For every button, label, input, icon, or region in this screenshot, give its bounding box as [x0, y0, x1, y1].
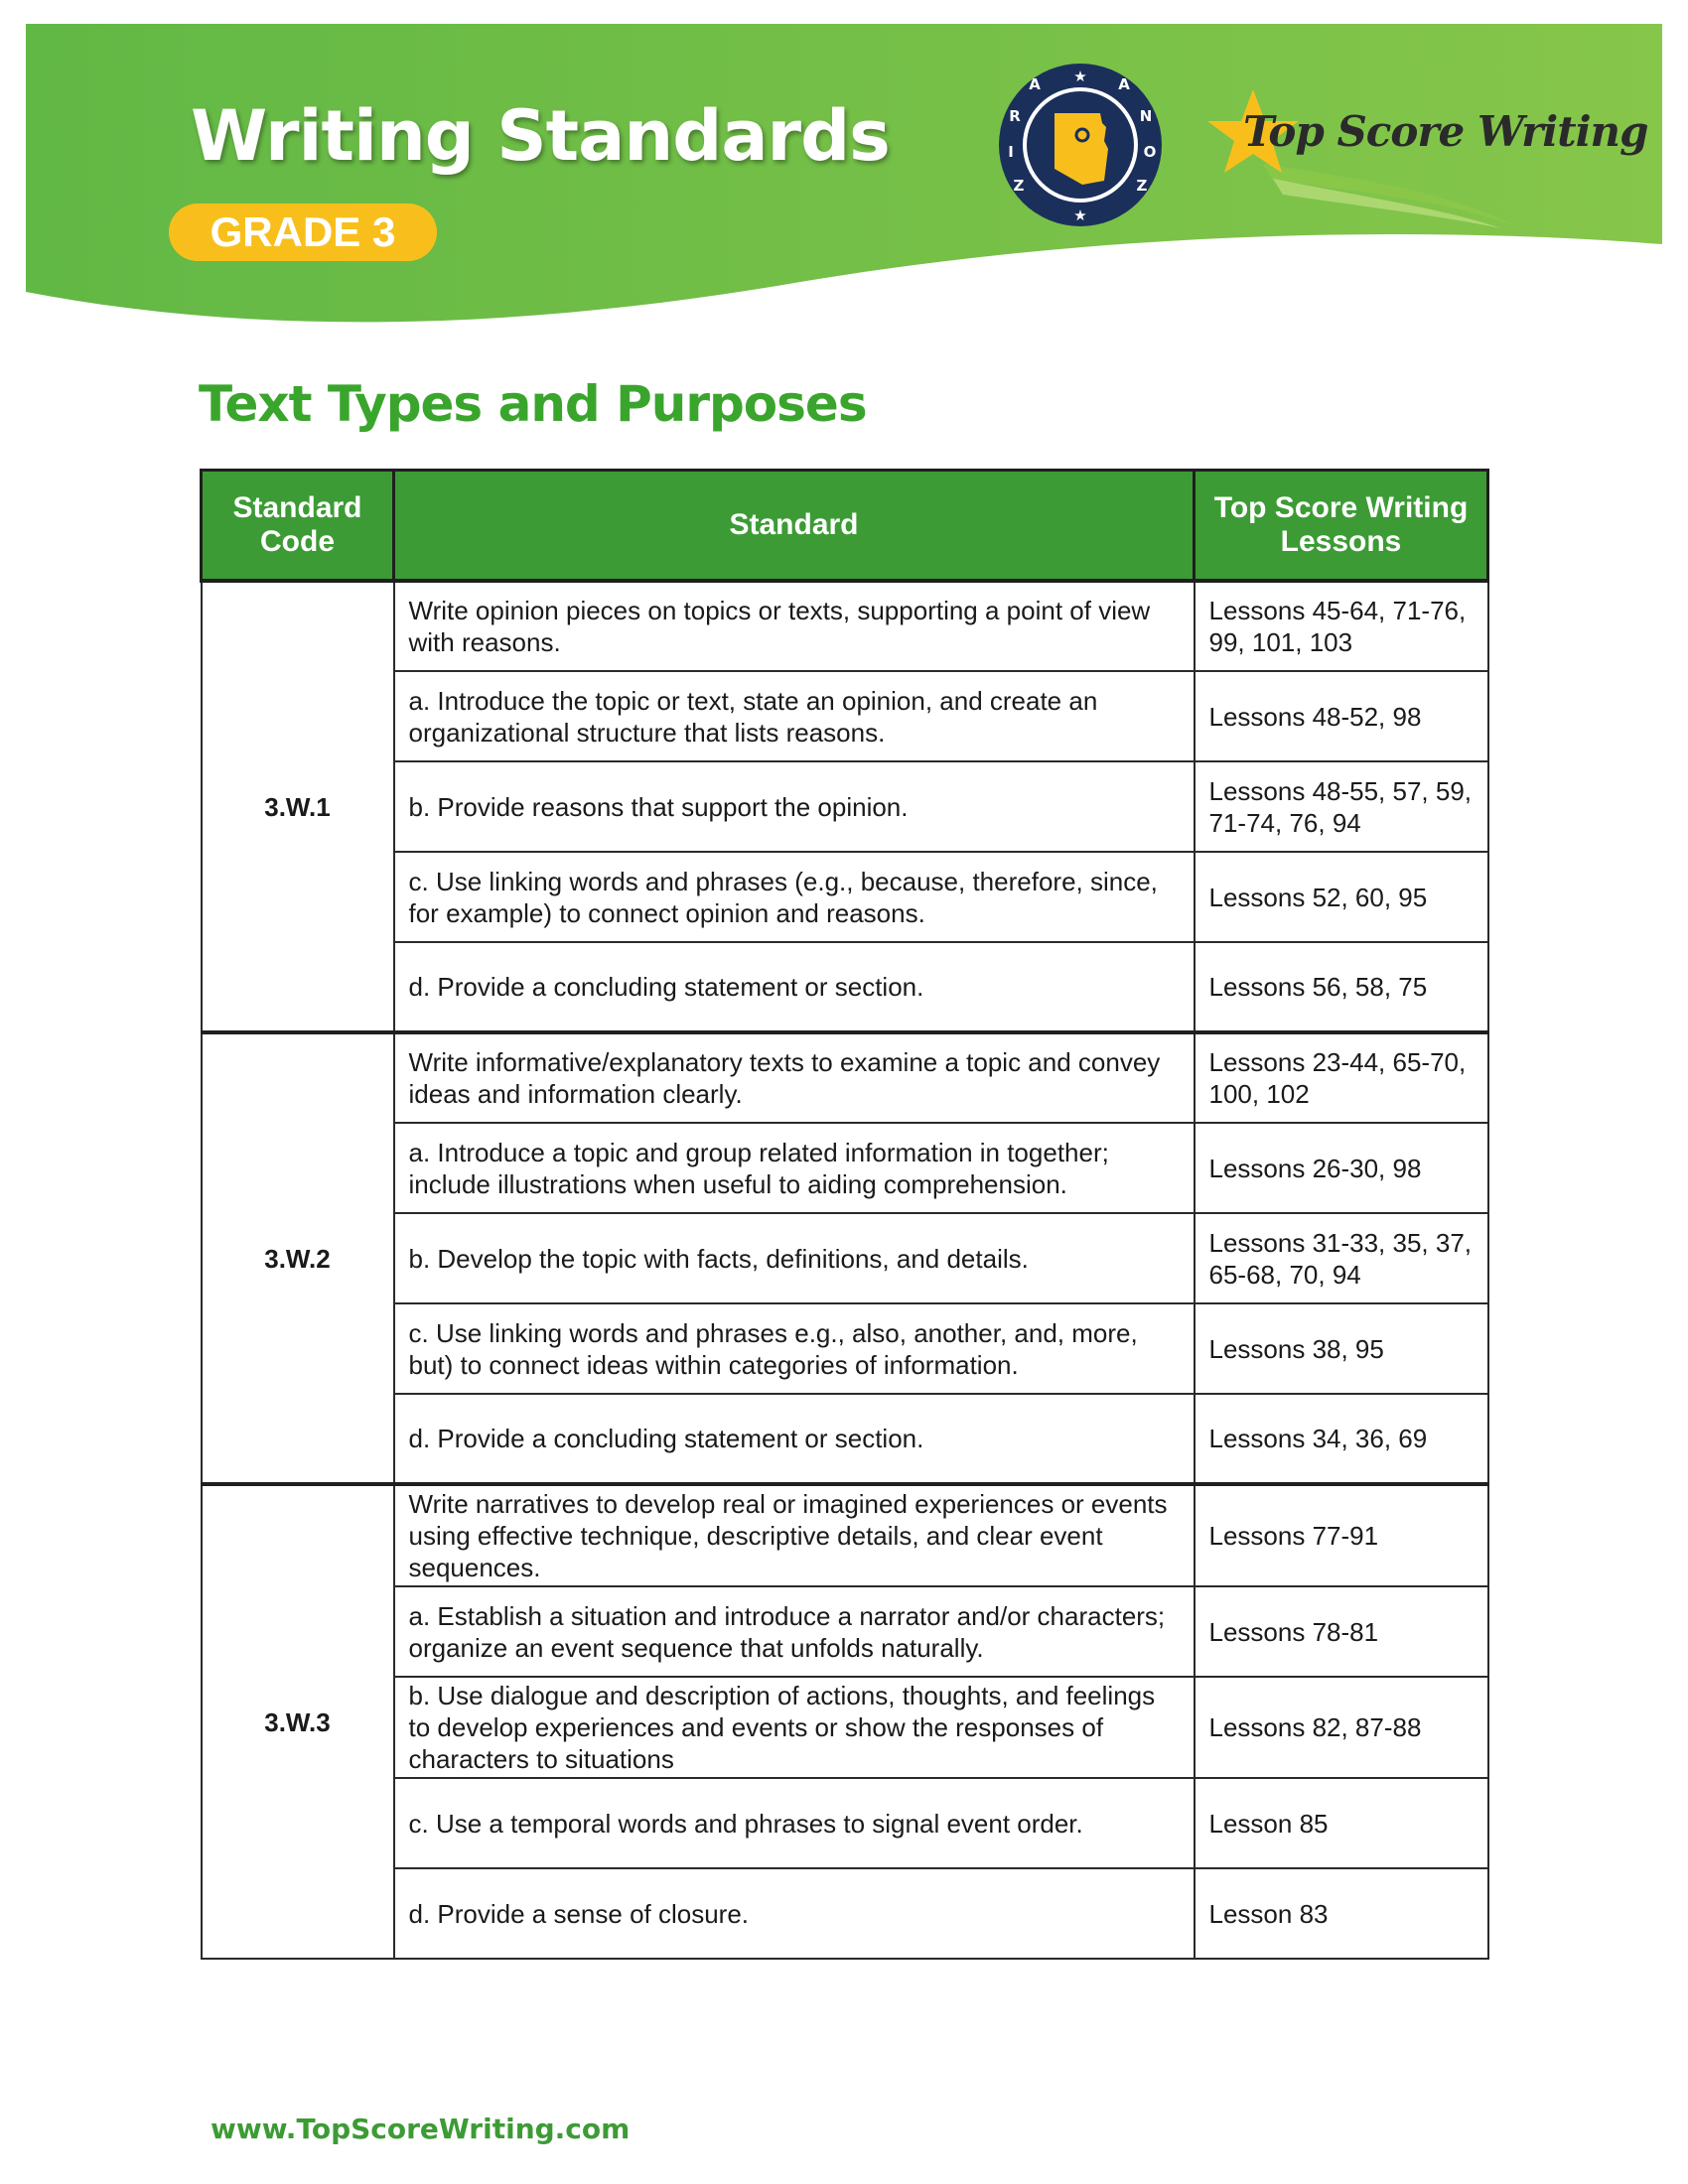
svg-text:A: A: [1118, 75, 1130, 93]
lesson-list: Lessons 38, 95: [1195, 1303, 1488, 1394]
standard-text: b. Provide reasons that support the opinion.: [394, 761, 1195, 852]
svg-text:Z: Z: [1013, 177, 1025, 195]
grade-badge: GRADE 3: [169, 204, 437, 261]
table-header-row: [202, 471, 1488, 582]
table-row: [202, 1677, 1488, 1778]
table-row: [202, 1394, 1488, 1484]
standard-text: Write narratives to develop real or imagined experiences or events using effective technique, descriptive details, and clear event sequences.: [394, 1484, 1195, 1586]
arizona-seal-icon: [997, 62, 1164, 228]
lesson-list: Lessons 78-81: [1195, 1586, 1488, 1677]
lesson-list: Lessons 31-33, 35, 37, 65-68, 70, 94: [1195, 1213, 1488, 1303]
standard-code: 3.W.2: [202, 1032, 394, 1484]
lesson-list: Lessons 34, 36, 69: [1195, 1394, 1488, 1484]
lesson-list: Lessons 52, 60, 95: [1195, 852, 1488, 942]
lesson-list: Lessons 45-64, 71-76, 99, 101, 103: [1195, 581, 1488, 671]
standard-text: c. Use a temporal words and phrases to signal event order.: [394, 1778, 1195, 1868]
standard-text: c. Use linking words and phrases e.g., also, another, and, more, but) to connect ideas within categories of information.: [394, 1303, 1195, 1394]
standards-table: [200, 469, 1489, 1960]
page-title: Writing Standards: [191, 95, 890, 177]
table-row: [202, 1484, 1488, 1586]
standard-code: 3.W.1: [202, 581, 394, 1032]
table-row: [202, 761, 1488, 852]
lesson-list: Lessons 77-91: [1195, 1484, 1488, 1586]
table-row: [202, 581, 1488, 671]
standard-text: b. Develop the topic with facts, definitions, and details.: [394, 1213, 1195, 1303]
footer-url-link[interactable]: www.TopScoreWriting.com: [211, 2113, 631, 2145]
lesson-list: Lesson 83: [1195, 1868, 1488, 1959]
table-row: [202, 1586, 1488, 1677]
table-row: [202, 852, 1488, 942]
lesson-list: Lesson 85: [1195, 1778, 1488, 1868]
svg-text:★: ★: [1073, 68, 1087, 85]
standard-text: a. Introduce a topic and group related information in together; include illustrations when useful to aiding comprehension.: [394, 1123, 1195, 1213]
svg-text:O: O: [1143, 143, 1157, 161]
table-row: [202, 1868, 1488, 1959]
lesson-list: Lessons 23-44, 65-70, 100, 102: [1195, 1032, 1488, 1123]
standard-text: a. Introduce the topic or text, state an opinion, and create an organizational structure that lists reasons.: [394, 671, 1195, 761]
standard-text: Write opinion pieces on topics or texts, supporting a point of view with reasons.: [394, 581, 1195, 671]
standard-text: c. Use linking words and phrases (e.g., because, therefore, since, for example) to connect opinion and reasons.: [394, 852, 1195, 942]
svg-text:R: R: [1009, 107, 1021, 125]
standard-code: 3.W.3: [202, 1484, 394, 1959]
table-row: [202, 1303, 1488, 1394]
svg-text:A: A: [1029, 75, 1041, 93]
table-row: [202, 1778, 1488, 1868]
standard-text: d. Provide a sense of closure.: [394, 1868, 1195, 1959]
lesson-list: Lessons 56, 58, 75: [1195, 942, 1488, 1032]
table-row: [202, 671, 1488, 761]
standard-text: d. Provide a concluding statement or section.: [394, 1394, 1195, 1484]
svg-text:I: I: [1008, 143, 1014, 161]
lesson-list: Lessons 48-52, 98: [1195, 671, 1488, 761]
standard-text: b. Use dialogue and description of actions, thoughts, and feelings to develop experiences and events or show the responses of characters to situations: [394, 1677, 1195, 1778]
table-row: [202, 1032, 1488, 1123]
svg-text:N: N: [1139, 107, 1153, 125]
table-row: [202, 942, 1488, 1032]
column-header-standard: Standard: [394, 471, 1195, 582]
column-header-lessons: Top Score Writing Lessons: [1195, 471, 1488, 582]
svg-text:★: ★: [1073, 206, 1087, 224]
lesson-list: Lessons 26-30, 98: [1195, 1123, 1488, 1213]
logo-text: Top Score Writing: [1243, 107, 1648, 156]
section-title: Text Types and Purposes: [199, 375, 867, 433]
lesson-list: Lessons 48-55, 57, 59, 71-74, 76, 94: [1195, 761, 1488, 852]
lesson-list: Lessons 82, 87-88: [1195, 1677, 1488, 1778]
standard-text: a. Establish a situation and introduce a narrator and/or characters; organize an event sequence that unfolds naturally.: [394, 1586, 1195, 1677]
column-header-code: Standard Code: [202, 471, 394, 582]
table-row: [202, 1123, 1488, 1213]
standard-text: Write informative/explanatory texts to examine a topic and convey ideas and information clearly.: [394, 1032, 1195, 1123]
table-row: [202, 1213, 1488, 1303]
standard-text: d. Provide a concluding statement or section.: [394, 942, 1195, 1032]
svg-text:Z: Z: [1136, 177, 1148, 195]
